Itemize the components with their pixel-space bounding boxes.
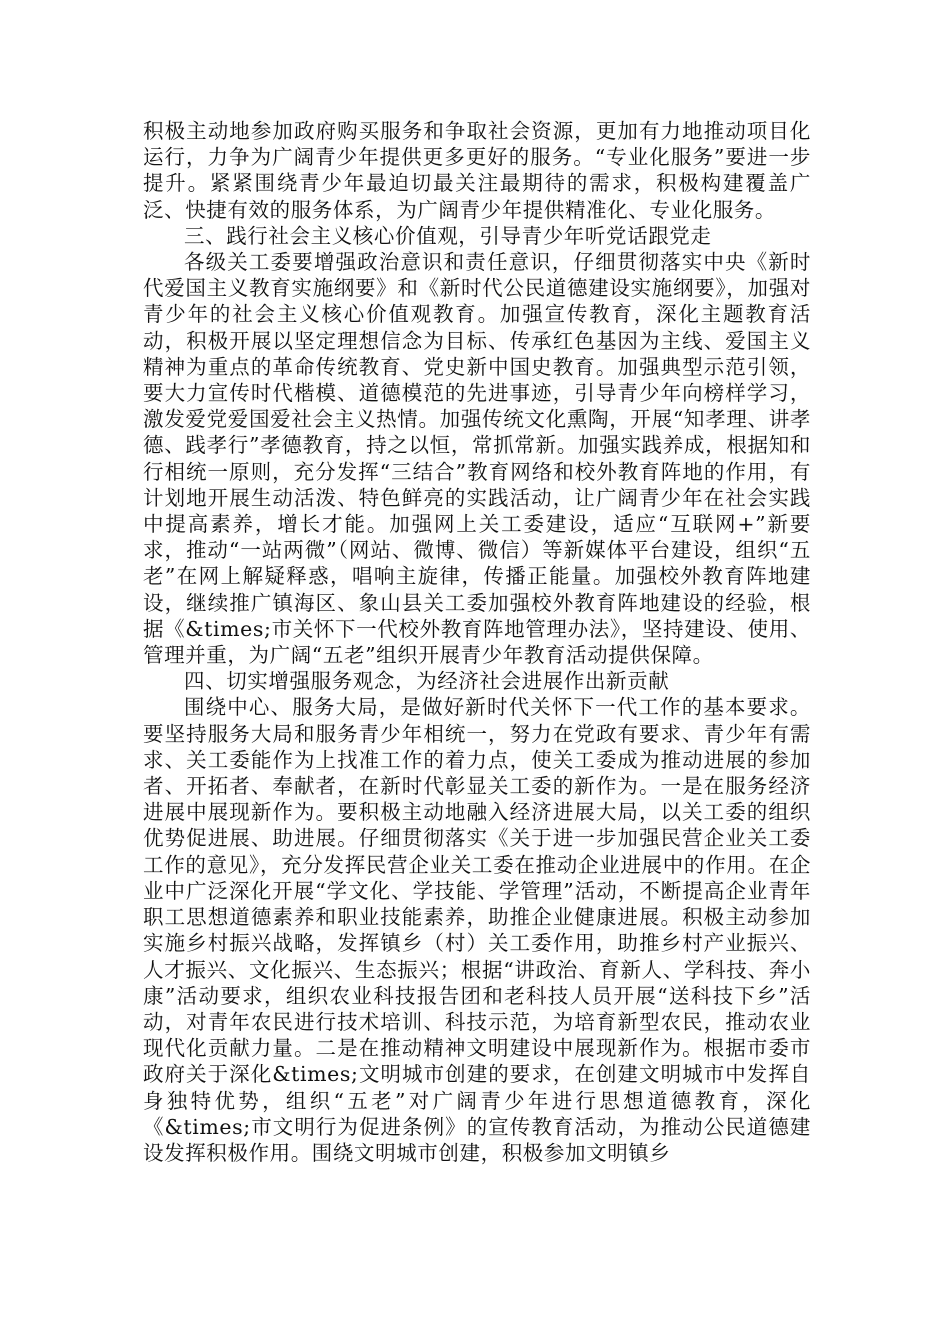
section-heading: 四、切实增强服务观念，为经济社会进展作出新贡献 xyxy=(184,669,670,694)
body-paragraph: 各级关工委要增强政治意识和责任意识，仔细贯彻落实中央《新时代爱国主义教育实施纲要》和《新时代公民道德建设实施纲要》，加强对青少年的社会主义核心价值观教育。加强宣传教育，深化主题教育活动，积极开展以坚定理想信念为目标、传承红色基因为主线、爱国主义精神为重点的革命传统教育、党史新中国史教育。加强典型示范引领，要大力宣传时代楷模、道德模范的先进事迹，引导青少年向榜样学习，激发爱党爱国爱社会主义热情。加强传统文化熏陶，开展“知孝理、讲孝德、践孝行”孝德教育，持之以恒，常抓常新。加强实践养成，根据知和行相统一原则，充分发挥“三结合”教育网络和校外教育阵地的作用，有计划地开展生动活泼、特色鲜亮的实践活动，让广阔青少年在社会实践中提高素养，增长才能。加强网上关工委建设，适应“互联网+”新要求，推动“一站两微”（网站、微博、微信）等新媒体平台建设，组织“五老”在网上解疑释惑，唱响主旋律，传播正能量。加强校外教育阵地建设，继续推广镇海区、象山县关工委加强校外教育阵地建设的经验，根据《&times;市关怀下一代校外教育阵地管理办法》，坚持建设、使用、管理并重，为广阔“五老”组织开展青少年教育活动提供保障。 xyxy=(143,250,811,668)
section-heading: 三、践行社会主义核心价值观，引导青少年听党话跟党走 xyxy=(184,223,712,248)
document-page xyxy=(143,118,811,1166)
body-paragraph: 围绕中心、服务大局，是做好新时代关怀下一代工作的基本要求。要坚持服务大局和服务青少年相统一，努力在党政有要求、青少年有需求、关工委能作为上找准工作的着力点，使关工委成为推动进展的参加者、开拓者、奉献者，在新时代彰显关工委的新作为。一是在服务经济进展中展现新作为。要积极主动地融入经济进展大局，以关工委的组织优势促进展、助进展。仔细贯彻落实《关于进一步加强民营企业关工委工作的意见》，充分发挥民营企业关工委在推动企业进展中的作用。在企业中广泛深化开展“学文化、学技能、学管理”活动，不断提高企业青年职工思想道德素养和职业技能素养，助推企业健康进展。积极主动参加实施乡村振兴战略，发挥镇乡（村）关工委作用，助推乡村产业振兴、人才振兴、文化振兴、生态振兴；根据“讲政治、育新人、学科技、奔小康”活动要求，组织农业科技报告团和老科技人员开展“送科技下乡”活动，对青年农民进行技术培训、科技示范，为培育新型农民，推动农业现代化贡献力量。二是在推动精神文明建设中展现新作为。根据市委市政府关于深化&times;文明城市创建的要求，在创建文明城市中发挥自身独特优势，组织“五老”对广阔青少年进行思想道德教育，深化《&times;市文明行为促进条例》的宣传教育活动，为推动公民道德建设发挥积极作用。围绕文明城市创建，积极参加文明镇乡 xyxy=(143,695,811,1165)
body-paragraph: 积极主动地参加政府购买服务和争取社会资源，更加有力地推动项目化运行，力争为广阔青少年提供更多更好的服务。“专业化服务”要进一步提升。紧紧围绕青少年最迫切最关注最期待的需求，积极构建覆盖广泛、快捷有效的服务体系，为广阔青少年提供精准化、专业化服务。 xyxy=(143,119,811,222)
